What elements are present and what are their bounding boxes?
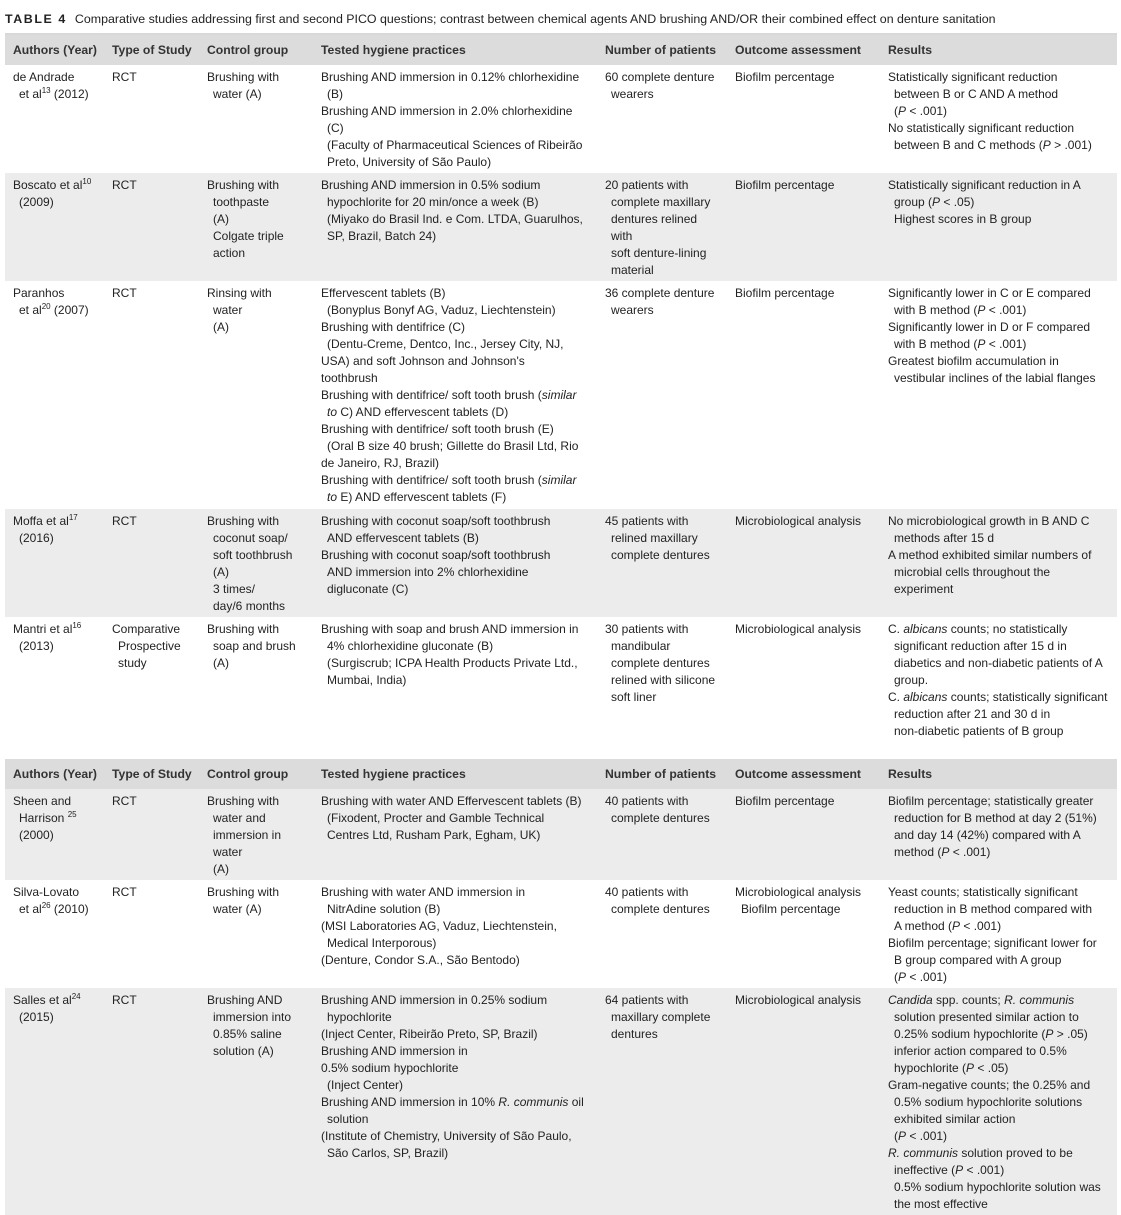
cell-line: SP, Brazil, Batch 24) — [327, 229, 437, 243]
cell-line: AND effervescent tablets (B) — [327, 531, 479, 545]
cell-line: Brushing with dentifrice/ soft tooth brush (similar — [321, 388, 577, 402]
cell-line: No statistically significant reduction — [888, 121, 1075, 135]
table-section-gap — [5, 747, 1117, 759]
cell-outcome — [727, 793, 880, 880]
cell-line: 45 patients with — [605, 514, 689, 528]
column-header-results: Results — [888, 767, 933, 781]
cell-line: (Surgiscrub; ICPA Health Products Private Ltd., — [327, 656, 578, 670]
column-header-authors: Authors (Year) — [13, 767, 97, 781]
table-row — [5, 173, 1117, 281]
cell-line: Biofilm percentage; significant lower for — [888, 936, 1097, 950]
cell-line: Brushing with — [207, 622, 280, 636]
column-header-results: Results — [888, 43, 933, 57]
cell-line: dentures relined — [611, 212, 698, 226]
cell-line: (C) — [327, 121, 344, 135]
cell-line: hypochlorite — [327, 1010, 392, 1024]
cell-line: Brushing with dentifrice/ soft tooth brush (E) — [321, 422, 554, 436]
column-header-tested-practices: Tested hygiene practices — [321, 767, 466, 781]
cell-line: (Faculty of Pharmaceutical Sciences of Ribeirão — [327, 138, 583, 152]
cell-line: São Carlos, SP, Brazil) — [327, 1146, 449, 1160]
cell-line: Boscato et $al^{10}$ — [13, 177, 92, 192]
cell-control-group — [199, 177, 313, 281]
cell-line: ineffective (P < .001) — [894, 1163, 1005, 1177]
data-table — [5, 35, 1117, 1215]
cell-line: NitrAdine solution (B) — [327, 902, 441, 916]
cell-line: Mumbai, India) — [327, 673, 407, 687]
cell-line: Brushing with dentifrice (C) — [321, 320, 466, 334]
cell-line: microbial cells throughout the — [894, 565, 1051, 579]
cell-line: non-diabetic patients of B group — [894, 724, 1064, 738]
cell-line: complete dentures — [611, 902, 710, 916]
cell-results — [880, 285, 1117, 509]
cell-line: Salles et $al^{24}$ — [13, 992, 81, 1007]
cell-line: immersion into — [213, 1010, 292, 1024]
cell-results — [880, 793, 1117, 880]
cell-line: 0.25% sodium hypochlorite (P > .05) — [894, 1027, 1088, 1041]
cell-line: de Andrade — [13, 70, 75, 84]
cell-line: 20 patients with — [605, 178, 689, 192]
cell-line: 4% chlorhexidine gluconate (B) — [327, 639, 494, 653]
cell-line: de Janeiro, RJ, Brazil) — [321, 456, 440, 470]
cell-outcome — [727, 513, 880, 617]
cell-line: Biofilm percentage — [741, 902, 841, 916]
cell-study-type — [104, 621, 199, 747]
cell-patients — [597, 177, 727, 281]
cell-line: Brushing with — [207, 794, 280, 808]
cell-line: water — [213, 845, 243, 859]
cell-line: 0.5% sodium hypochlorite solutions — [894, 1095, 1083, 1109]
cell-line: Biofilm percentage — [735, 70, 835, 84]
cell-line: Microbiological analysis — [735, 622, 862, 636]
cell-line: Harrison $^{25}$ — [19, 810, 77, 825]
cell-line: reduction after 21 and 30 d in — [894, 707, 1051, 721]
cell-line: water (A) — [213, 87, 262, 101]
cell-authors — [5, 285, 104, 509]
cell-tested-practices — [313, 285, 597, 509]
cell-line: Medical Interporous) — [327, 936, 437, 950]
cell-line: (2009) — [19, 195, 54, 209]
cell-line: toothbrush — [321, 371, 378, 385]
table-header-row — [5, 35, 1117, 65]
cell-line: B group compared with A group — [894, 953, 1062, 967]
cell-line: (MSI Laboratories AG, Vaduz, Liechtenstein, — [321, 919, 557, 933]
cell-line: maxillary complete — [611, 1010, 711, 1024]
cell-line: Brushing with water AND Effervescent tablets (B) — [321, 794, 582, 808]
cell-line: Biofilm percentage — [735, 286, 835, 300]
column-header-outcome: Outcome assessment — [735, 43, 861, 57]
cell-line: vestibular inclines of the labial flanges — [894, 371, 1096, 385]
table-row — [5, 789, 1117, 880]
cell-line: Comparative — [112, 622, 181, 636]
cell-line: between B and C methods (P > .001) — [894, 138, 1092, 152]
cell-line: 40 patients with — [605, 794, 689, 808]
table-caption-label: TABLE 4 — [5, 12, 67, 26]
cell-line: RCT — [112, 794, 137, 808]
table-row — [5, 880, 1117, 988]
cell-line: water (A) — [213, 902, 262, 916]
table-caption-text: Comparative studies addressing first and second PICO questions; contrast between chemical agents AND brushing AND/OR their combined effect on denture sanitation — [74, 12, 996, 26]
cell-line: RCT — [112, 178, 137, 192]
cell-line: method (P < .001) — [894, 845, 991, 859]
cell-line: (A) — [213, 656, 229, 670]
cell-line: solution — [327, 1112, 369, 1126]
cell-authors — [5, 793, 104, 880]
cell-authors — [5, 513, 104, 617]
cell-outcome — [727, 621, 880, 747]
cell-line: the most effective — [894, 1197, 988, 1211]
cell-line: group. — [894, 673, 929, 687]
cell-results — [880, 884, 1117, 988]
cell-line: (2015) — [19, 1010, 54, 1024]
cell-patients — [597, 992, 727, 1215]
cell-control-group — [199, 621, 313, 747]
cell-line: (A) — [213, 565, 229, 579]
column-header-control-group: Control group — [207, 43, 289, 57]
cell-line: 0.5% sodium hypochlorite — [321, 1061, 459, 1075]
cell-control-group — [199, 513, 313, 617]
cell-line: Biofilm percentage; statistically greater — [888, 794, 1094, 808]
cell-line: AND immersion into 2% chlorhexidine — [327, 565, 529, 579]
cell-line: (P < .001) — [894, 104, 948, 118]
cell-line: dentures — [611, 1027, 658, 1041]
cell-tested-practices — [313, 177, 597, 281]
cell-line: complete maxillary — [611, 195, 711, 209]
cell-line: (A) — [213, 212, 229, 226]
cell-line: RCT — [112, 885, 137, 899]
cell-study-type — [104, 513, 199, 617]
cell-authors — [5, 69, 104, 173]
cell-line: Candida spp. counts; R. communis — [888, 993, 1075, 1007]
cell-line: Brushing AND immersion in 0.12% chlorhexidine — [321, 70, 580, 84]
cell-line: Paranhos — [13, 286, 65, 300]
cell-line: (P < .001) — [894, 1129, 948, 1143]
cell-line: significant reduction after 15 d in — [894, 639, 1067, 653]
cell-patients — [597, 884, 727, 988]
cell-line: Brushing with dentifrice/ soft tooth brush (similar — [321, 473, 577, 487]
cell-line: with B method (P < .001) — [894, 337, 1027, 351]
table-page — [5, 0, 1117, 1215]
cell-line: action — [213, 246, 246, 260]
cell-line: Brushing with coconut soap/soft toothbrush — [321, 548, 551, 562]
cell-line: Microbiological analysis — [735, 514, 862, 528]
cell-line: (2000) — [19, 828, 54, 842]
cell-line: relined maxillary — [611, 531, 698, 545]
table-row — [5, 65, 1117, 173]
cell-line: 64 patients with — [605, 993, 689, 1007]
cell-line: solution (A) — [213, 1044, 274, 1058]
cell-line: group (P < .05) — [894, 195, 975, 209]
cell-line: Yeast counts; statistically significant — [888, 885, 1078, 899]
cell-line: Brushing AND immersion in 10% R. communis oil — [321, 1095, 584, 1109]
table-caption — [5, 11, 1117, 33]
cell-patients — [597, 793, 727, 880]
cell-study-type — [104, 992, 199, 1215]
cell-line: soap and brush — [213, 639, 296, 653]
cell-line: Brushing AND immersion in 2.0% chlorhexidine — [321, 104, 573, 118]
cell-line: 3 times/ — [213, 582, 256, 596]
cell-line: Biofilm percentage — [735, 178, 835, 192]
cell-line: Brushing AND immersion in — [321, 1044, 468, 1058]
cell-line: Microbiological analysis — [735, 993, 862, 1007]
cell-outcome — [727, 177, 880, 281]
cell-authors — [5, 177, 104, 281]
cell-line: Mantri et $al^{16}$ — [13, 621, 82, 636]
cell-patients — [597, 69, 727, 173]
cell-line: Brushing AND immersion in 0.25% sodium — [321, 993, 548, 1007]
cell-line: USA) and soft Johnson and Johnson's — [321, 354, 525, 368]
cell-line: Brushing with — [207, 178, 280, 192]
cell-line: and day 14 (42%) compared with A — [894, 828, 1081, 842]
cell-line: Significantly lower in D or F compared — [888, 320, 1091, 334]
cell-line: Brushing with — [207, 70, 280, 84]
cell-line: (Dentu-Creme, Dentco, Inc., Jersey City, NJ, — [327, 337, 564, 351]
cell-study-type — [104, 177, 199, 281]
cell-tested-practices — [313, 884, 597, 988]
cell-line: (Fixodent, Procter and Gamble Technical — [327, 811, 545, 825]
cell-results — [880, 69, 1117, 173]
cell-line: Greatest biofilm accumulation in — [888, 354, 1059, 368]
cell-line: soft denture-lining — [611, 246, 707, 260]
cell-line: study — [118, 656, 147, 670]
table-row — [5, 509, 1117, 617]
cell-line: Statistically significant reduction in A — [888, 178, 1081, 192]
cell-line: 40 patients with — [605, 885, 689, 899]
cell-line: Preto, University of São Paulo) — [327, 155, 492, 169]
cell-line: Brushing AND immersion in 0.5% sodium — [321, 178, 541, 192]
column-header-study-type: Type of Study — [112, 43, 192, 57]
cell-control-group — [199, 884, 313, 988]
cell-line: A method exhibited similar numbers of — [888, 548, 1092, 562]
cell-line: (Inject Center, Ribeirão Preto, SP, Brazil) — [321, 1027, 538, 1041]
cell-line: Brushing with coconut soap/soft toothbrush — [321, 514, 551, 528]
cell-line: soft toothbrush — [213, 548, 293, 562]
cell-line: Brushing with — [207, 885, 280, 899]
cell-line: complete dentures — [611, 548, 710, 562]
cell-line: (B) — [327, 87, 343, 101]
cell-line: immersion in — [213, 828, 282, 842]
cell-line: between B or C AND A method — [894, 87, 1059, 101]
cell-line: day/6 months — [213, 599, 286, 613]
cell-tested-practices — [313, 513, 597, 617]
cell-line: exhibited similar action — [894, 1112, 1016, 1126]
table-header-row — [5, 759, 1117, 789]
cell-patients — [597, 513, 727, 617]
cell-line: Brushing with — [207, 514, 280, 528]
cell-line: (Oral B size 40 brush; Gillette do Brasil Ltd, Rio — [327, 439, 579, 453]
cell-line: 30 patients with — [605, 622, 689, 636]
cell-line: toothpaste — [213, 195, 270, 209]
cell-line: experiment — [894, 582, 954, 596]
cell-authors — [5, 992, 104, 1215]
cell-line: Prospective — [118, 639, 181, 653]
cell-line: C. albicans counts; statistically significant — [888, 690, 1108, 704]
column-header-study-type: Type of Study — [112, 767, 192, 781]
cell-outcome — [727, 69, 880, 173]
cell-line: solution presented similar action to — [894, 1010, 1079, 1024]
cell-study-type — [104, 884, 199, 988]
cell-line: Gram-negative counts; the 0.25% and — [888, 1078, 1091, 1092]
cell-line: to E) AND effervescent tablets (F) — [327, 490, 507, 504]
cell-line: Statistically significant reduction — [888, 70, 1058, 84]
column-header-patients: Number of patients — [605, 43, 717, 57]
cell-line: mandibular — [611, 639, 671, 653]
cell-tested-practices — [313, 992, 597, 1215]
cell-outcome — [727, 884, 880, 988]
cell-study-type — [104, 285, 199, 509]
cell-tested-practices — [313, 621, 597, 747]
cell-line: et $al^{13}$ (2012) — [19, 86, 89, 101]
cell-line: (Institute of Chemistry, University of São Paulo, — [321, 1129, 572, 1143]
cell-line: diabetics and non-diabetic patients of A — [894, 656, 1103, 670]
cell-line: 60 complete denture — [605, 70, 715, 84]
cell-line: C. albicans counts; no statistically — [888, 622, 1068, 636]
cell-results — [880, 992, 1117, 1215]
cell-line: soft liner — [611, 690, 657, 704]
cell-line: Effervescent tablets (B) — [321, 286, 446, 300]
cell-line: RCT — [112, 514, 137, 528]
cell-line: digluconate (C) — [327, 582, 409, 596]
cell-line: (P < .001) — [894, 970, 948, 984]
cell-patients — [597, 621, 727, 747]
cell-tested-practices — [313, 793, 597, 880]
cell-line: Significantly lower in C or E compared — [888, 286, 1091, 300]
cell-line: (2013) — [19, 639, 54, 653]
column-header-tested-practices: Tested hygiene practices — [321, 43, 466, 57]
cell-line: hypochlorite for 20 min/once a week (B) — [327, 195, 539, 209]
cell-results — [880, 621, 1117, 747]
cell-line: with B method (P < .001) — [894, 303, 1027, 317]
cell-line: RCT — [112, 993, 137, 1007]
cell-line: et $al^{26}$ (2010) — [19, 901, 89, 916]
cell-line: inferior action compared to 0.5% — [894, 1044, 1067, 1058]
table-row — [5, 617, 1117, 747]
cell-results — [880, 177, 1117, 281]
cell-line: Biofilm percentage — [735, 794, 835, 808]
cell-study-type — [104, 69, 199, 173]
cell-line: et $al^{20}$ (2007) — [19, 302, 89, 317]
cell-line: water — [213, 303, 243, 317]
cell-line: (2016) — [19, 531, 54, 545]
cell-control-group — [199, 793, 313, 880]
cell-line: 36 complete denture — [605, 286, 715, 300]
column-header-authors: Authors (Year) — [13, 43, 97, 57]
cell-line: Microbiological analysis — [735, 885, 862, 899]
cell-line: hypochlorite (P < .05) — [894, 1061, 1009, 1075]
cell-line: to C) AND effervescent tablets (D) — [327, 405, 509, 419]
cell-outcome — [727, 992, 880, 1215]
cell-authors — [5, 621, 104, 747]
cell-control-group — [199, 992, 313, 1215]
cell-line: R. communis solution proved to be — [888, 1146, 1073, 1160]
cell-control-group — [199, 285, 313, 509]
table-row — [5, 281, 1117, 509]
cell-line: Moffa et $al^{17}$ — [13, 513, 78, 528]
cell-line: methods after 15 d — [894, 531, 995, 545]
cell-line: complete dentures — [611, 656, 710, 670]
cell-tested-practices — [313, 69, 597, 173]
cell-line: Brushing with water AND immersion in — [321, 885, 526, 899]
cell-line: reduction for B method at day 2 (51%) — [894, 811, 1097, 825]
cell-line: Centres Ltd, Rusham Park, Egham, UK) — [327, 828, 541, 842]
column-header-patients: Number of patients — [605, 767, 717, 781]
cell-line: (A) — [213, 320, 229, 334]
cell-outcome — [727, 285, 880, 509]
cell-line: Colgate triple — [213, 229, 284, 243]
cell-line: Highest scores in B group — [894, 212, 1032, 226]
cell-line: No microbiological growth in B AND C — [888, 514, 1090, 528]
cell-patients — [597, 285, 727, 509]
column-header-outcome: Outcome assessment — [735, 767, 861, 781]
cell-line: wearers — [611, 87, 654, 101]
cell-line: Rinsing with — [207, 286, 272, 300]
cell-line: (Miyako do Brasil Ind. e Com. LTDA, Guarulhos, — [327, 212, 583, 226]
table-row — [5, 988, 1117, 1215]
cell-line: 0.85% saline — [213, 1027, 282, 1041]
cell-line: RCT — [112, 70, 137, 84]
cell-control-group — [199, 69, 313, 173]
cell-line: (A) — [213, 862, 229, 876]
cell-line: wearers — [611, 303, 654, 317]
cell-line: Brushing AND — [207, 993, 283, 1007]
cell-line: Brushing with soap and brush AND immersion in — [321, 622, 579, 636]
cell-line: (Denture, Condor S.A., São Bentodo) — [321, 953, 520, 967]
cell-line: (Inject Center) — [327, 1078, 404, 1092]
cell-line: coconut soap/ — [213, 531, 288, 545]
cell-line: relined with silicone — [611, 673, 716, 687]
cell-line: reduction in B method compared with — [894, 902, 1093, 916]
cell-line: with — [611, 229, 633, 243]
cell-line: Sheen and — [13, 794, 72, 808]
cell-line: 0.5% sodium hypochlorite solution was — [894, 1180, 1101, 1194]
cell-line: water and — [213, 811, 266, 825]
cell-results — [880, 513, 1117, 617]
cell-line: complete dentures — [611, 811, 710, 825]
cell-line: material — [611, 263, 654, 277]
column-header-control-group: Control group — [207, 767, 289, 781]
cell-line: Silva-Lovato — [13, 885, 80, 899]
cell-line: A method (P < .001) — [894, 919, 1002, 933]
cell-line: RCT — [112, 286, 137, 300]
cell-authors — [5, 884, 104, 988]
cell-line: (Bonyplus Bonyf AG, Vaduz, Liechtenstein) — [327, 303, 556, 317]
cell-study-type — [104, 793, 199, 880]
